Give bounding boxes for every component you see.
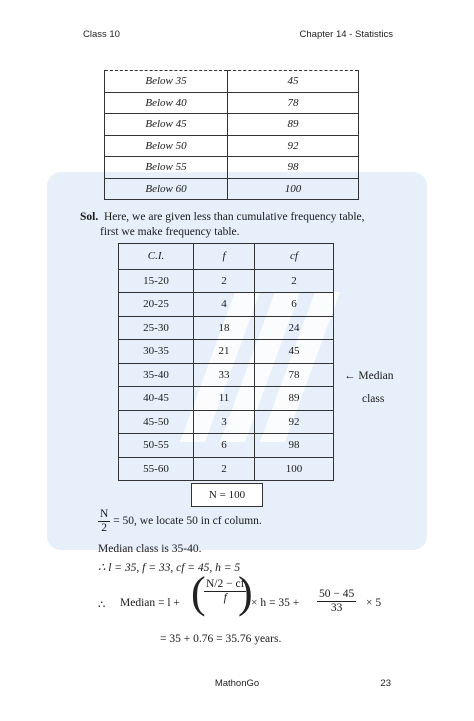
f-cell: 2 xyxy=(194,269,255,293)
ci-cell: 50-55 xyxy=(119,434,194,458)
inner-num: N/2 − cf xyxy=(206,578,245,590)
cf-cell: 100 xyxy=(255,457,334,481)
ci-cell: 25-30 xyxy=(119,316,194,340)
f-cell: 4 xyxy=(194,293,255,317)
class-cell: Below 35 xyxy=(105,71,228,93)
cumulative-table xyxy=(104,70,359,200)
cf-cell: 45 xyxy=(255,340,334,364)
cf-cell: 92 xyxy=(255,410,334,434)
table-row xyxy=(119,434,334,458)
given-values-line: ∴ l = 35, f = 33, cf = 45, h = 5 xyxy=(98,562,241,574)
ci-cell: 20-25 xyxy=(119,293,194,317)
table-row xyxy=(119,387,334,411)
table-row xyxy=(105,157,359,179)
page-number: 23 xyxy=(380,678,391,689)
formula-mid: × h = 35 + xyxy=(251,597,300,609)
median-note-arrow: ← Median xyxy=(344,370,394,382)
value-den: 33 xyxy=(330,602,343,614)
solution-line-2: first we make frequency table. xyxy=(100,226,240,238)
frequency-table xyxy=(118,243,334,481)
f-cell: 18 xyxy=(194,316,255,340)
solution-text-1: Here, we are given less than cumulative frequency table, xyxy=(103,211,365,223)
table-row xyxy=(119,269,334,293)
f-cell: 6 xyxy=(194,434,255,458)
cf-cell: 2 xyxy=(255,269,334,293)
inner-den: f xyxy=(223,592,227,604)
ci-cell: 40-45 xyxy=(119,387,194,411)
table-row xyxy=(105,178,359,200)
table-row xyxy=(105,114,359,136)
ci-cell: 15-20 xyxy=(119,269,194,293)
class-cell: Below 45 xyxy=(105,114,228,136)
cf-cell: 89 xyxy=(255,387,334,411)
f-cell: 3 xyxy=(194,410,255,434)
cf-cell: 98 xyxy=(255,434,334,458)
table-row xyxy=(119,316,334,340)
median-note-class: class xyxy=(362,393,385,405)
frequency-cell: 78 xyxy=(228,92,359,114)
median-lhs: Median = l + xyxy=(120,597,180,609)
solution-line-1 xyxy=(80,211,365,223)
n-half-text: = 50, we locate 50 in cf column. xyxy=(113,515,262,528)
table-row xyxy=(105,135,359,157)
n-half-num: N xyxy=(100,508,109,520)
result-line: = 35 + 0.76 = 35.76 years. xyxy=(160,633,282,645)
left-paren: ( xyxy=(191,568,206,617)
f-cell: 2 xyxy=(194,457,255,481)
header-ci: C.I. xyxy=(119,244,194,270)
value-frac xyxy=(317,588,356,615)
ci-cell: 45-50 xyxy=(119,410,194,434)
class-cell: Below 50 xyxy=(105,135,228,157)
right-paren: ) xyxy=(238,568,253,617)
header-class: Class 10 xyxy=(83,29,120,40)
table-row xyxy=(105,71,359,93)
value-num: 50 − 45 xyxy=(319,588,355,600)
cf-cell: 78 xyxy=(255,363,334,387)
table-row xyxy=(105,92,359,114)
ci-cell: 30-35 xyxy=(119,340,194,364)
ci-cell: 55-60 xyxy=(119,457,194,481)
f-cell: 33 xyxy=(194,363,255,387)
table-row xyxy=(119,363,334,387)
frequency-cell: 98 xyxy=(228,157,359,179)
total-n: N = 100 xyxy=(191,483,263,507)
frequency-cell: 45 xyxy=(228,71,359,93)
frequency-cell: 92 xyxy=(228,135,359,157)
frequency-cell: 100 xyxy=(228,178,359,200)
ci-cell: 35-40 xyxy=(119,363,194,387)
table-row xyxy=(119,340,334,364)
n-half-fraction xyxy=(98,508,110,535)
formula-tail: × 5 xyxy=(366,597,382,609)
header-cf: cf xyxy=(255,244,334,270)
table-row xyxy=(119,457,334,481)
value-fraction xyxy=(317,588,356,615)
header-chapter: Chapter 14 - Statistics xyxy=(299,29,393,40)
footer-brand: MathonGo xyxy=(214,678,260,689)
f-cell: 11 xyxy=(194,387,255,411)
therefore-symbol: ∴ xyxy=(98,599,106,611)
solution-label: Sol. xyxy=(80,211,99,223)
header-f: f xyxy=(194,244,255,270)
n-half-den: 2 xyxy=(101,522,108,534)
n-half-line xyxy=(98,508,262,535)
cf-cell: 6 xyxy=(255,293,334,317)
cf-cell: 24 xyxy=(255,316,334,340)
class-cell: Below 40 xyxy=(105,92,228,114)
class-cell: Below 55 xyxy=(105,157,228,179)
frequency-cell: 89 xyxy=(228,114,359,136)
table-row xyxy=(119,410,334,434)
f-cell: 21 xyxy=(194,340,255,364)
class-cell: Below 60 xyxy=(105,178,228,200)
table-row xyxy=(119,293,334,317)
median-class-line: Median class is 35-40. xyxy=(98,543,202,555)
